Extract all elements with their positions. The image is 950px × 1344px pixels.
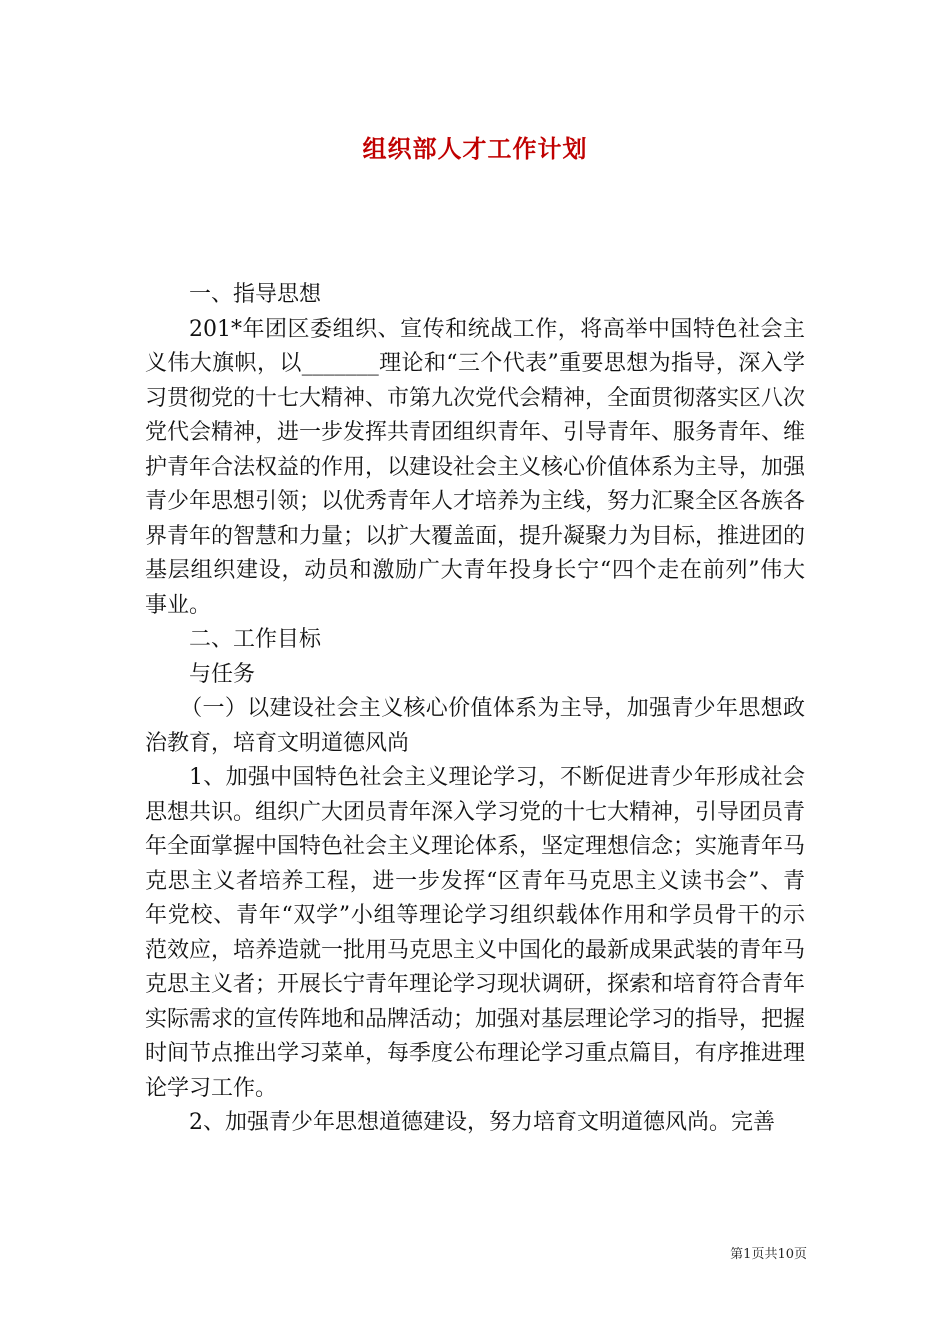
page-number-indicator: 第1页共10页	[730, 1247, 807, 1262]
section-heading-work-goals: 二、工作目标	[189, 627, 322, 652]
document-title: 组织部人才工作计划	[362, 134, 588, 163]
section-heading-tasks: 与任务	[189, 661, 256, 687]
subsection-heading-1: （一）以建设社会主义核心价值体系为主导，加强青少年思想政治教育，培育文明道德风尚	[145, 696, 805, 756]
paragraph-item-2: 2、加强青少年思想道德建设，努力培育文明道德风尚。完善	[189, 1110, 775, 1135]
paragraph-item-1: 1、加强中国特色社会主义理论学习，不断促进青少年形成社会思想共识。组织广大团员青年深入学习党的十七大精神，引导团员青年全面掌握中国特色社会主义理论体系，坚定理想信念；实施青年马克思主义者培养工程，进一步发挥“区青年马克思主义读书会”、青年党校、青年“双学”小组等理论学习组织载体作用和学员骨干的示范效应，培养造就一批用马克思主义中国化的最新成果武装的青年马克思主义者；开展长宁青年理论学习现状调研，探索和培育符合青年实际需求的宣传阵地和品牌活动；加强对基层理论学习的指导，把握时间节点推出学习菜单，每季度公布理论学习重点篇目，有序推进理论学习工作。	[145, 765, 806, 1101]
document-body	[145, 278, 805, 1141]
section-heading-guiding-ideology: 一、指导思想	[189, 282, 322, 307]
paragraph-guiding-ideology: 201*年团区委组织、宣传和统战工作，将高举中国特色社会主义伟大旗帜，以_______理论和“三个代表”重要思想为指导，深入学习贯彻党的十七大精神、市第九次党代会精神，全面贯彻落实区八次党代会精神，进一步发挥共青团组织青年、引导青年、服务青年、维护青年合法权益的作用，以建设社会主义核心价值体系为主导，加强青少年思想引领；以优秀青年人才培养为主线，努力汇聚全区各族各界青年的智慧和力量；以扩大覆盖面，提升凝聚力为目标，推进团的基层组织建设，动员和激励广大青年投身长宁“四个走在前列”伟大事业。	[145, 316, 806, 618]
